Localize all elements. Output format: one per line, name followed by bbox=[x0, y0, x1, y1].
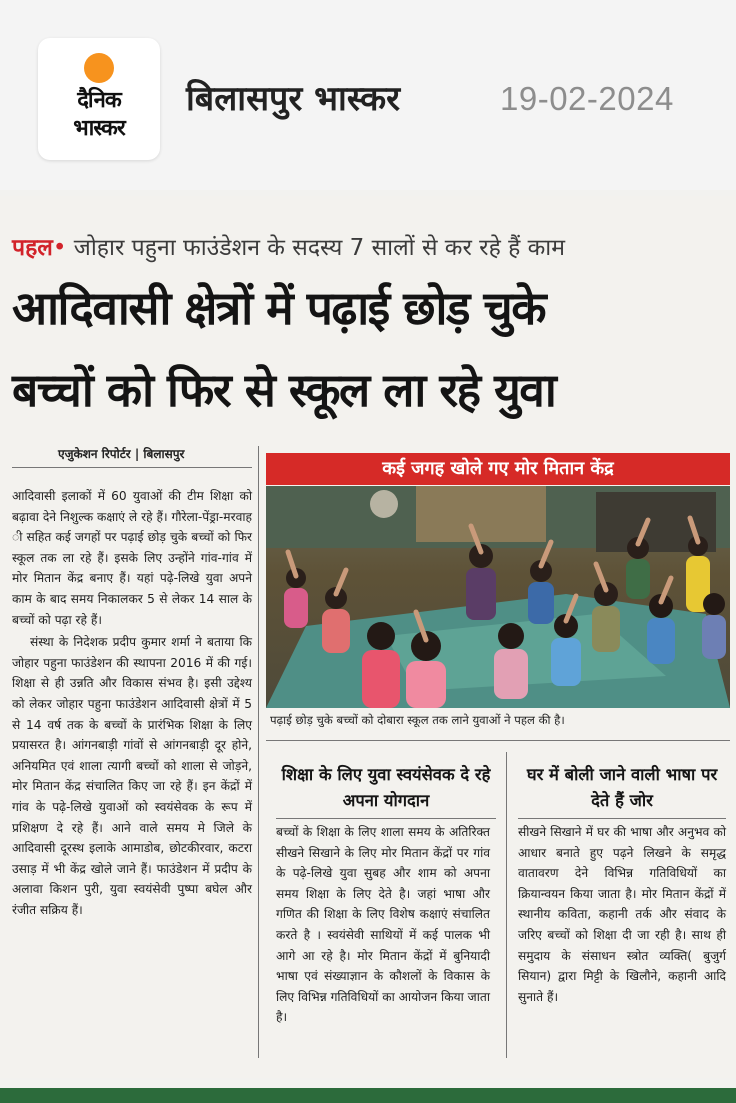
byline-divider bbox=[12, 467, 252, 468]
subhead-volunteers-rule bbox=[276, 818, 496, 819]
classroom-photo bbox=[266, 486, 730, 708]
bottom-color-band bbox=[0, 1088, 736, 1103]
subhead-volunteers: शिक्षा के लिए युवा स्वयंसेवक दे रहे अपना योगदान bbox=[281, 765, 491, 810]
kicker-tag: पहल bbox=[12, 235, 53, 261]
main-paragraph-2: संस्था के निदेशक प्रदीप कुमार शर्मा ने बताया कि जोहार पहुना फाउंडेशन की स्थापना 2016 में की गई। शिक्षा से ही उन्नति और विकास संभव है। इसी उद्देश्य को लेकर जोहार पहुना फाउंडेशन आदिवासी क्षेत्रों में 5 से 14 वर्ष तक के बच्चों के प्रारंभिक शिक्षा के लिए प्रयासरत है। आंगनबाड़ी गांवों से आंगनबाड़ी दूर होने, अनियमित एवं शाला त्यागी बच्चों को शाला से जोड़ने, मोर मितान केंद्र संचालित किए जा रहे हैं। इन केंद्रों में गांव के पढ़े-लिखे युवाओं को स्वयंसेवक के रूप में प्रशिक्षण दे रहे हैं। आने वाले समय मे जिले के आदिवासी दूरस्थ इलाके आमाडोब, छोटकीरवार, कटरा उसाड़ में भी केंद्र खोले जाने हैं। फाउंडेशन में प्रदीप के अलावा किशन पुरी, युवा स्वयंसेवी पुष्पा बघेल और रंजीत सक्रिय हैं। bbox=[12, 635, 252, 917]
photo-caption: पढ़ाई छोड़ चुके बच्चों को दोबारा स्कूल तक लाने युवाओं ने पहल की है। bbox=[270, 713, 565, 727]
headline-line1: आदिवासी क्षेत्रों में पढ़ाई छोड़ चुके bbox=[12, 281, 546, 335]
byline: एजुकेशन रिपोर्टर | बिलासपुर bbox=[58, 447, 185, 461]
subhead-home-language-rule bbox=[518, 818, 726, 819]
logo-sun-icon bbox=[84, 53, 114, 83]
dainik-bhaskar-logo[interactable] bbox=[38, 38, 160, 160]
caption-divider bbox=[266, 740, 730, 741]
photo-headline-band: कई जगह खोले गए मोर मितान केंद्र bbox=[266, 453, 730, 485]
column-home-language bbox=[518, 822, 726, 1009]
kicker-dot: • bbox=[52, 235, 67, 261]
logo-text-line2: भास्कर bbox=[73, 116, 125, 141]
headline-line2: बच्चों को फिर से स्कूल ला रहे युवा bbox=[12, 363, 556, 417]
column-divider-1 bbox=[258, 446, 259, 1058]
column-volunteers bbox=[276, 822, 490, 1030]
main-paragraph-1: आदिवासी इलाकों में 60 युवाओं की टीम शिक्षा को बढ़ावा देने निशुल्क कक्षाएं ले रहे हैं। गौरेला-पेंड्रा-मरवाह ी सहित कई जगहों पर पढ़ाई छोड़ चुके बच्चों को फिर स्कूल तक ला रहे हैं। इसके लिए उन्होंने गांव-गांव में मोर मितान केंद्र बनाए हैं। यहां पढ़े-लिखे युवा अपने काम के बाद समय निकालकर 5 से लेकर 14 साल के बच्चों को पढ़ा रहे हैं। bbox=[12, 489, 252, 627]
home-language-paragraph: सीखने सिखाने में घर की भाषा और अनुभव को आधार बनाते हुए पढ़ने लिखने के समृद्ध वातावरण देने विभिन्न गतिविधियों का क्रियान्वयन किया जाता है। मोर मितान केंद्रों में स्थानीय कविता, कहानी तर्क और संवाद के जरिए बच्चों को शिक्षा दी जा रही है। साथ ही समुदाय के संसाधन स्त्रोत व्यक्ति( बुजुर्ग सियान) द्वारा मिट्टी के खिलौने, कहानी आदि सुनाते हैं। bbox=[518, 825, 726, 1004]
kicker-text: जोहार पहुना फाउंडेशन के सदस्य 7 सालों से कर रहे हैं काम bbox=[66, 235, 566, 261]
subhead-home-language: घर में बोली जाने वाली भाषा पर देते हैं जोर bbox=[526, 765, 718, 810]
app-header bbox=[0, 0, 736, 190]
newspaper-clipping bbox=[0, 196, 736, 1078]
children-outdoor-class-illustration bbox=[266, 486, 730, 708]
edition-title: बिलासपुर भास्कर bbox=[186, 79, 401, 119]
column-main bbox=[12, 486, 252, 922]
edition-date: 19-02-2024 bbox=[500, 80, 674, 117]
logo-text-line1: दैनिक bbox=[77, 88, 121, 113]
column-divider-2 bbox=[506, 752, 507, 1058]
article-kicker bbox=[12, 230, 565, 262]
volunteers-paragraph: बच्चों के शिक्षा के लिए शाला समय के अतिरिक्त सीखने सिखाने के लिए मोर मितान केंद्रों पर गांव के पढ़े-लिखे युवा सुबह और शाम को अपना समय शिक्षा के लिए देते है। जहां भाषा और गणित की शिक्षा के लिए विशेष कक्षाएं संचालित करते है । स्वयंसेवी साथियों में कई पालक भी आगे आ रहे है। मोर मितान केंद्रों में बुनियादी भाषा एवं संख्याज्ञान के कौशलों के विकास के लिए विभिन्न गतिविधियों का आयोजन किया जाता है। bbox=[276, 825, 490, 1025]
